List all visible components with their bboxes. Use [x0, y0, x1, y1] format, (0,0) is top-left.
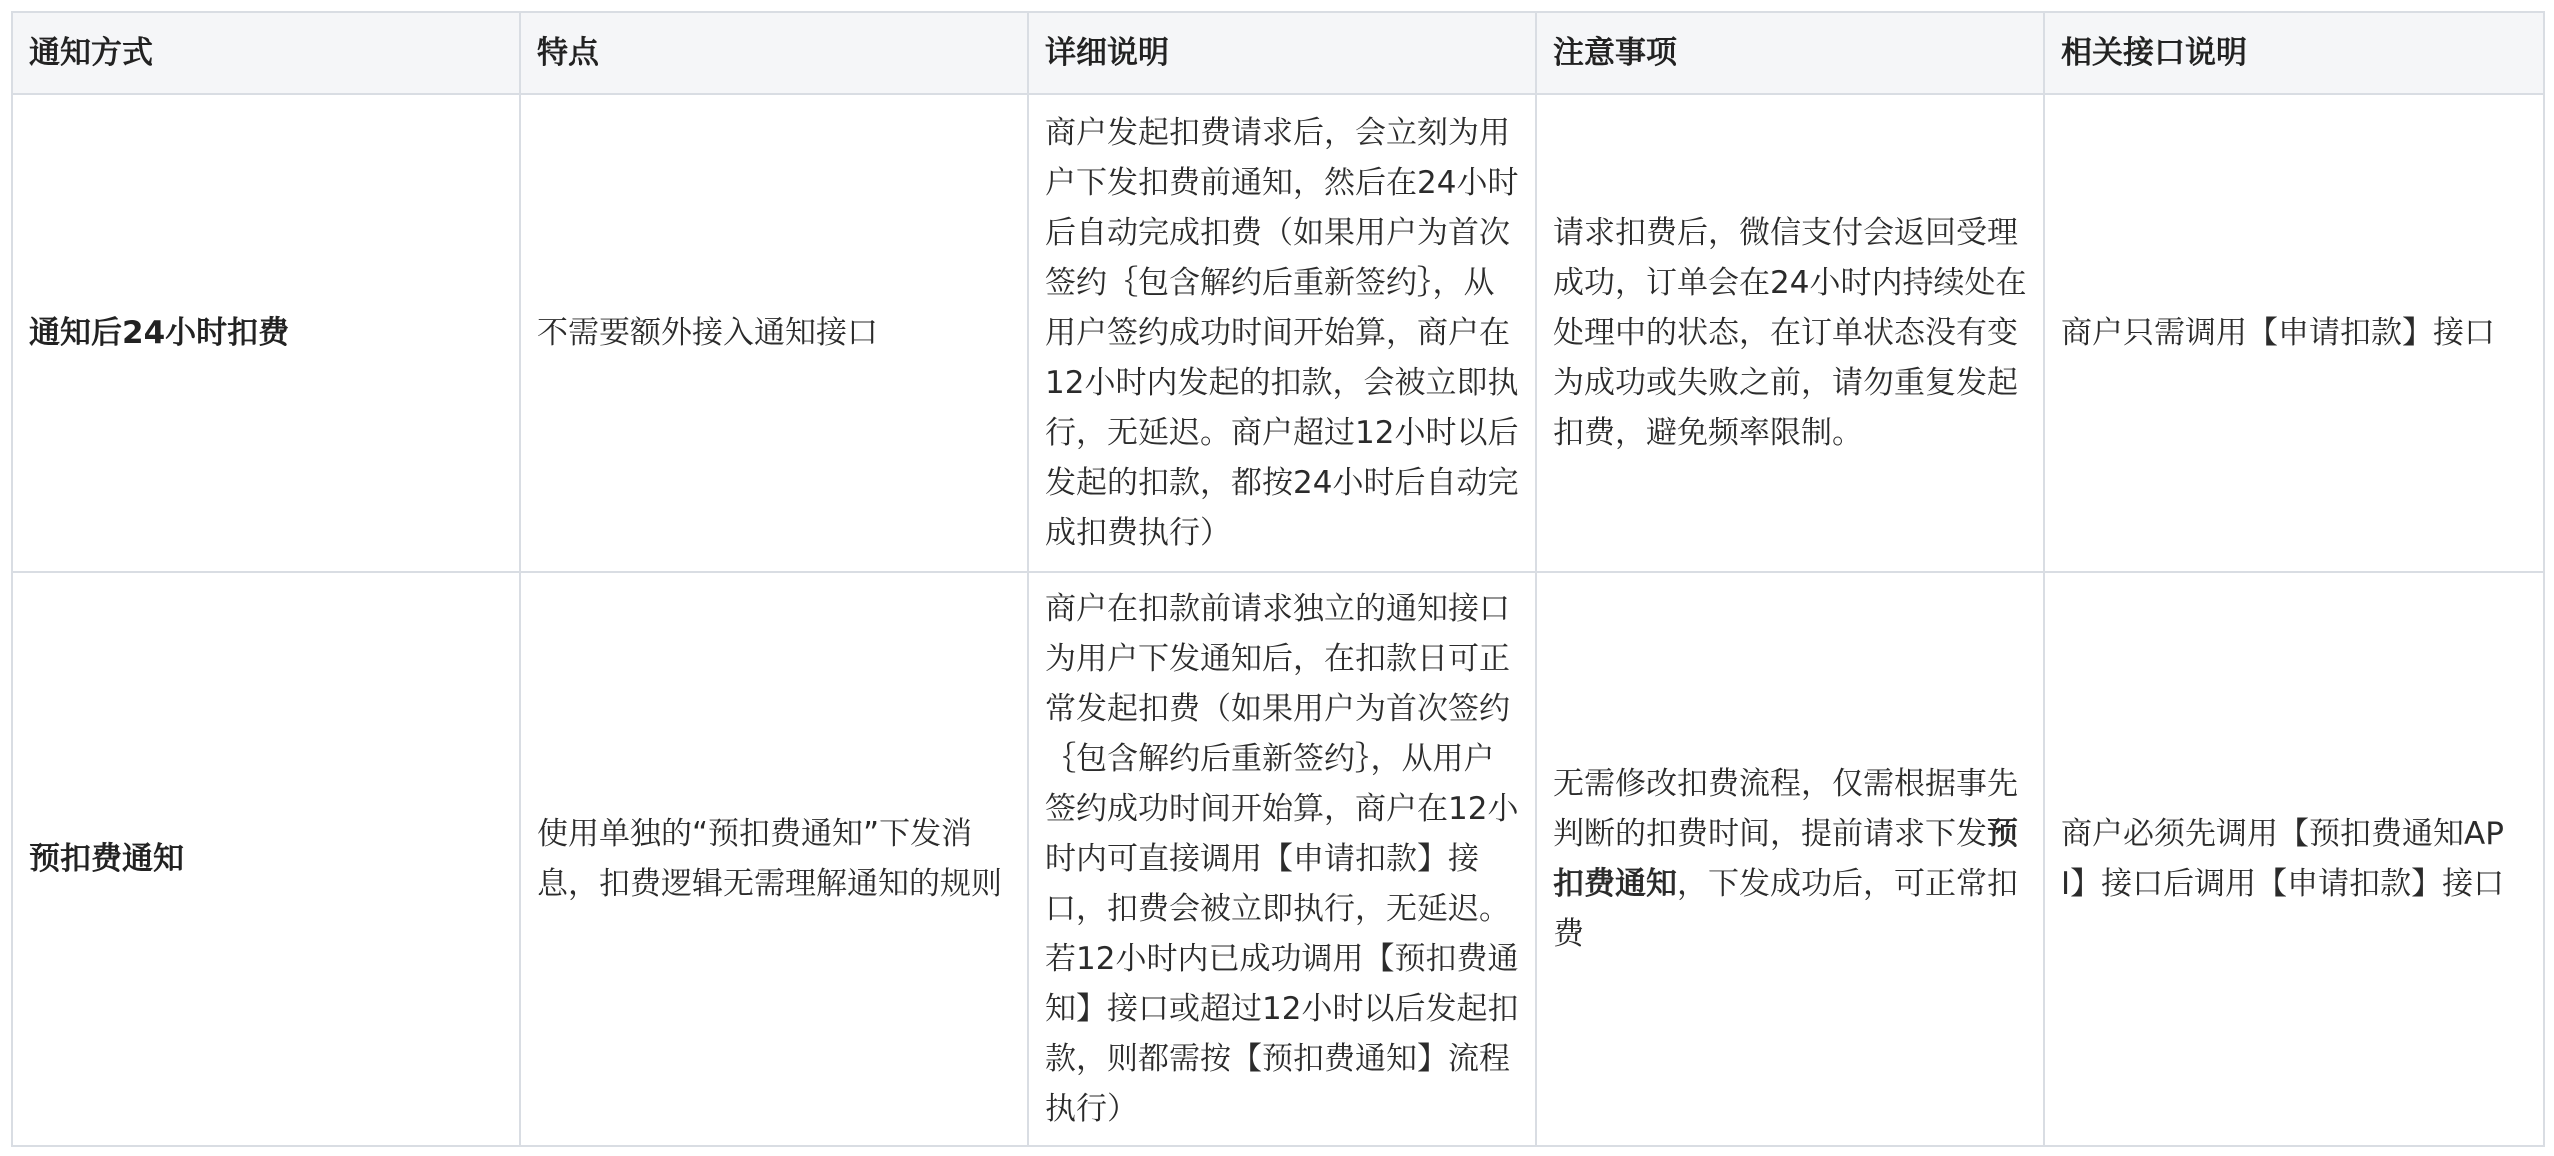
detail-cell: 商户在扣款前请求独立的通知接口为用户下发通知后，在扣款日可正常发起扣费（如果用户为首次签约｛包含解约后重新签约｝，从用户签约成功时间开始算，商户在12小时内可直接调用【申请扣款】接口，扣费会被立即执行，无延迟。若12小时内已成功调用【预扣费通知】接口或超过12小时以后发起扣款，则都需按【预扣费通知】流程执行）: [1028, 572, 1536, 1146]
notes-bold-term: 预扣费通知: [1553, 816, 2018, 902]
api-cell: 商户必须先调用【预扣费通知API】接口后调用【申请扣款】接口: [2044, 572, 2544, 1146]
header-feature: 特点: [520, 12, 1028, 94]
table-header-row: [12, 12, 2544, 94]
method-cell: 预扣费通知: [12, 572, 520, 1146]
table-row: [12, 94, 2544, 572]
notification-methods-table: [11, 11, 2545, 1147]
notes-text-before: 无需修改扣费流程，仅需根据事先判断的扣费时间，提前请求下发: [1553, 766, 2018, 852]
table-row: [12, 572, 2544, 1146]
header-notification-method: 通知方式: [12, 12, 520, 94]
header-detail: 详细说明: [1028, 12, 1536, 94]
feature-cell: 使用单独的“预扣费通知”下发消息，扣费逻辑无需理解通知的规则: [520, 572, 1028, 1146]
notes-text-after: ，下发成功后，可正常扣费: [1553, 866, 2018, 952]
method-cell: 通知后24小时扣费: [12, 94, 520, 572]
notes-cell: [1536, 572, 2044, 1146]
header-related-api: 相关接口说明: [2044, 12, 2544, 94]
detail-cell: 商户发起扣费请求后，会立刻为用户下发扣费前通知，然后在24小时后自动完成扣费（如果用户为首次签约｛包含解约后重新签约｝，从用户签约成功时间开始算，商户在12小时内发起的扣款，会被立即执行，无延迟。商户超过12小时以后发起的扣款，都按24小时后自动完成扣费执行）: [1028, 94, 1536, 572]
header-notes: 注意事项: [1536, 12, 2044, 94]
notes-cell: 请求扣费后，微信支付会返回受理成功，订单会在24小时内持续处在处理中的状态，在订单状态没有变为成功或失败之前，请勿重复发起扣费，避免频率限制。: [1536, 94, 2044, 572]
feature-cell: 不需要额外接入通知接口: [520, 94, 1028, 572]
api-cell: 商户只需调用【申请扣款】接口: [2044, 94, 2544, 572]
